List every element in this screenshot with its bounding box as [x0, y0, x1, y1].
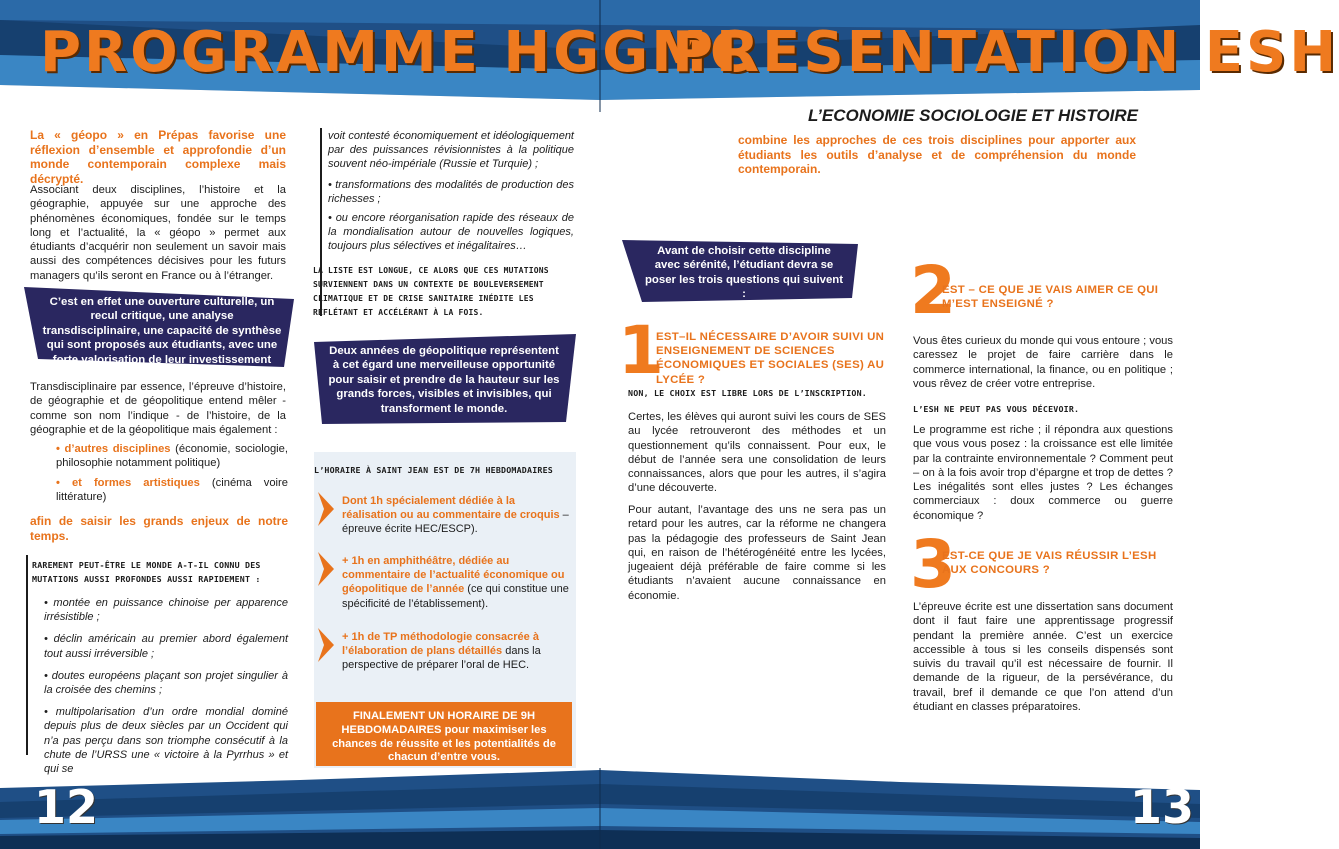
question-2-answer: L’ESH NE PEUT PAS VOUS DÉCEVOIR.: [913, 404, 1080, 414]
geopo-conclusion: afin de saisir les grands enjeux de notre temps.: [30, 514, 288, 543]
schedule-item-tp: [342, 630, 572, 673]
chevron-right-icon: [316, 628, 336, 662]
list-item: • multipolarisation d’un ordre mondial dominé depuis plus de deux siècles par un Occident qui n’a pas perçu dans son triomphe consécutif à la chute de l’URSS une « victoire à la Pyrrhus » et qui se: [44, 706, 288, 776]
question-2-heading: EST – CE QUE JE VAIS AIMER CE QUI M’EST ENSEIGNÉ ?: [942, 284, 1159, 311]
left-page-number: 12: [34, 780, 99, 834]
question-number-3: 3: [910, 526, 956, 603]
question-3-heading: EST-CE QUE JE VAIS RÉUSSIR L’ESH AUX CONCOURS ?: [942, 550, 1157, 577]
mutations-continued: voit contesté économiquement et idéologiquement par des puissances révisionnistes à la politique souvent néo-impériale (Russie et Turquie) ;: [328, 130, 574, 171]
mutations-heading: RAREMENT PEUT-ÊTRE LE MONDE A-T-IL CONNU DES MUTATIONS AUSSI PROFONDES AUSSI RAPIDEMENT :: [32, 560, 261, 584]
schedule-emphasis: Dont 1h spécialement dédiée à la réalisation ou au commentaire de croquis: [342, 495, 560, 522]
bullet-disciplines: [56, 442, 288, 471]
mutations-caps-conclusion: LA LISTE EST LONGUE, CE ALORS QUE CES MUTATIONS SURVIENNENT DANS UN CONTEXTE DE BOULEVERSEMENT CLIMATIQUE ET DE CRISE SANITAIRE INÉDITE LES REFLÉTANT ET ACCÉLÉRANT À LA FOIS.: [313, 266, 549, 317]
question-1-paragraph-1: Certes, les élèves qui auront suivi les cours de SES au lycée retrouveront des méthodes et un questionnement qu’ils connaissent. Pour eux, le début de l’année sera une consolidation de leurs connaissances, alors que pour les autres, il s’agira d’une découverte.: [628, 411, 886, 495]
geopolitics-callout: [314, 334, 576, 424]
bullet-arts-emphasis: • et formes artistiques: [56, 477, 200, 489]
schedule-item-amphi: [342, 554, 572, 611]
questions-callout-text: Avant de choisir cette discipline avec sérénité, l’étudiant devra se poser les trois questions qui suivent :: [644, 245, 844, 301]
mutations-item-networks: • ou encore réorganisation rapide des réseaux de la mondialisation autour de nouvelles logiques, toujours plus sélectives et inégalitaires…: [328, 212, 574, 253]
question-3-paragraph: L’épreuve écrite est une dissertation sans document dont il faut faire une apprentissage progressif pendant la première année. C’est un exercice accessible à tous si les conseils dispensés sont suivis du travail qu’il est nécessaire de fournir. Il demande de la rigueur, de la persévérance, du travail, bref il demande ce que l’on attend d’un étudiant en classes préparatoires.: [913, 601, 1173, 714]
geopo-lead: La « géopo » en Prépas favorise une réflexion d’ensemble et approfondie d’un monde contemporain complexe mais décrypté.: [30, 128, 286, 186]
bullet-disciplines-emphasis: • d’autres disciplines: [56, 443, 171, 455]
schedule-item-croquis: [342, 494, 572, 537]
question-number-2: 2: [910, 252, 956, 329]
right-page-title: PRESENTATION ESH: [672, 20, 1339, 85]
mutations-item-production: • transformations des modalités de production des richesses ;: [328, 179, 574, 206]
chevron-right-icon: [316, 552, 336, 586]
chevron-right-icon: [316, 492, 336, 526]
schedule-heading: L’HORAIRE À SAINT JEAN EST DE 7H HEBDOMADAIRES: [314, 465, 553, 475]
mutations-bracket: [26, 555, 30, 755]
question-2-paragraph-2: Le programme est riche ; il répondra aux questions que vous vous posez : la croissance est elle limitée par la contrainte environnementale ? Comment peut – on à la fois avoir trop d’épargne et trop de dettes ? Les inégalités sont elles justes ? Les échanges commerciaux : doux commerce ou guerre économique ?: [913, 424, 1173, 522]
culture-callout: [24, 287, 294, 381]
bullet-arts: [56, 476, 288, 505]
geopolitics-callout-text: Deux années de géopolitique représentent à cet égard une merveilleuse opportunité pour saisir et prendre de la hauteur sur les grands forces, visibles et invisibles, qui transforment le monde.: [328, 345, 560, 415]
question-1-heading: EST–IL NÉCESSAIRE D’AVOIR SUIVI UN ENSEIGNEMENT DE SCIENCES ÉCONOMIQUES ET SOCIALES (SES) AU LYCÉE ?: [656, 331, 885, 386]
schedule-rest: dans la perspective de préparer l’oral de HEC.: [342, 645, 541, 672]
list-item: • montée en puissance chinoise per apparence irrésistible ;: [44, 597, 288, 624]
schedule-rest: (ce qui constitue une spécificité de l’établissement).: [342, 583, 569, 610]
list-item: • doutes européens plaçant son projet singulier à la croisée des chemins ;: [44, 669, 288, 697]
bullet-arts-rest: (cinéma voire littérature): [56, 477, 288, 504]
geopo-paragraph-1: Associant deux disciplines, l’histoire et la géographie, appuyée sur une approche des phénomènes économiques, fondée sur le temps long et l’actualité, la « géopo » permet aux étudiants d’acquérir non seulement un savoir mais aussi des compétences décisives pour les futurs managers qu’ils seront en France ou à l’étranger.: [30, 184, 286, 282]
schedule-emphasis: + 1h de TP méthodologie consacrée à l’élaboration de plans détaillés: [342, 631, 539, 658]
question-1-paragraph-2: Pour autant, l’avantage des uns ne sera pas un retard pour les autres, car la réforme ne changera pas la pédagogie des professeurs de Saint Jean qui, en raison de l’hétérogénéité entre les lycées, jugeaient déjà préférable de faire comme si les étudiants n’avaient aucune connaissance en économie.: [628, 504, 886, 602]
schedule-rest: – épreuve écrite HEC/ESCP).: [342, 509, 569, 536]
bullet-disciplines-rest: (économie, sociologie, philosophie notamment politique): [56, 443, 288, 470]
questions-callout: [622, 240, 858, 302]
final-hours-text: FINALEMENT UN HORAIRE DE 9H HEBDOMADAIRES pour maximiser les chances de réussite et les potentialités de chacun d’entre vous.: [332, 710, 556, 764]
right-page-number: 13: [1130, 780, 1195, 834]
list-item: • déclin américain au premier abord également tout aussi irréversible ;: [44, 633, 288, 660]
schedule-emphasis: + 1h en amphithéâtre, dédiée au commentaire de l’actualité économique ou géopolitique de l’année: [342, 555, 565, 596]
question-1-answer: NON, LE CHOIX EST LIBRE LORS DE L’INSCRIPTION.: [628, 388, 867, 398]
culture-callout-text: C’est en effet une ouverture culturelle, un recul critique, une analyse transdisciplinaire, une capacité de synthèse qui sont proposés aux étudiants, avec une forte valorisation de leur investissement aux concours.: [42, 296, 282, 381]
question-number-1: 1: [618, 312, 664, 389]
esh-subtitle: L’ECONOMIE SOCIOLOGIE ET HISTOIRE: [808, 106, 1138, 125]
mutations-list: [44, 596, 288, 784]
left-page-title: PROGRAMME HGGMC: [40, 20, 755, 85]
question-2-paragraph-1: Vous êtes curieux du monde qui vous entoure ; vous caressez le projet de faire carrière dans le commerce international, la finance, ou en politique ; vous rêvez de créer votre entreprise.: [913, 335, 1173, 390]
geopo-paragraph-2: Transdisciplinaire par essence, l’épreuve d’histoire, de géographie et de géopolitique entend mêler - comme son nom l’indique - de l’histoire, de la géographie et de la géopolitique mais également :: [30, 381, 286, 436]
esh-intro: combine les approches de ces trois disciplines pour apporter aux étudiants les outils d’analyse et de compréhension du monde contemporain.: [738, 133, 1136, 177]
